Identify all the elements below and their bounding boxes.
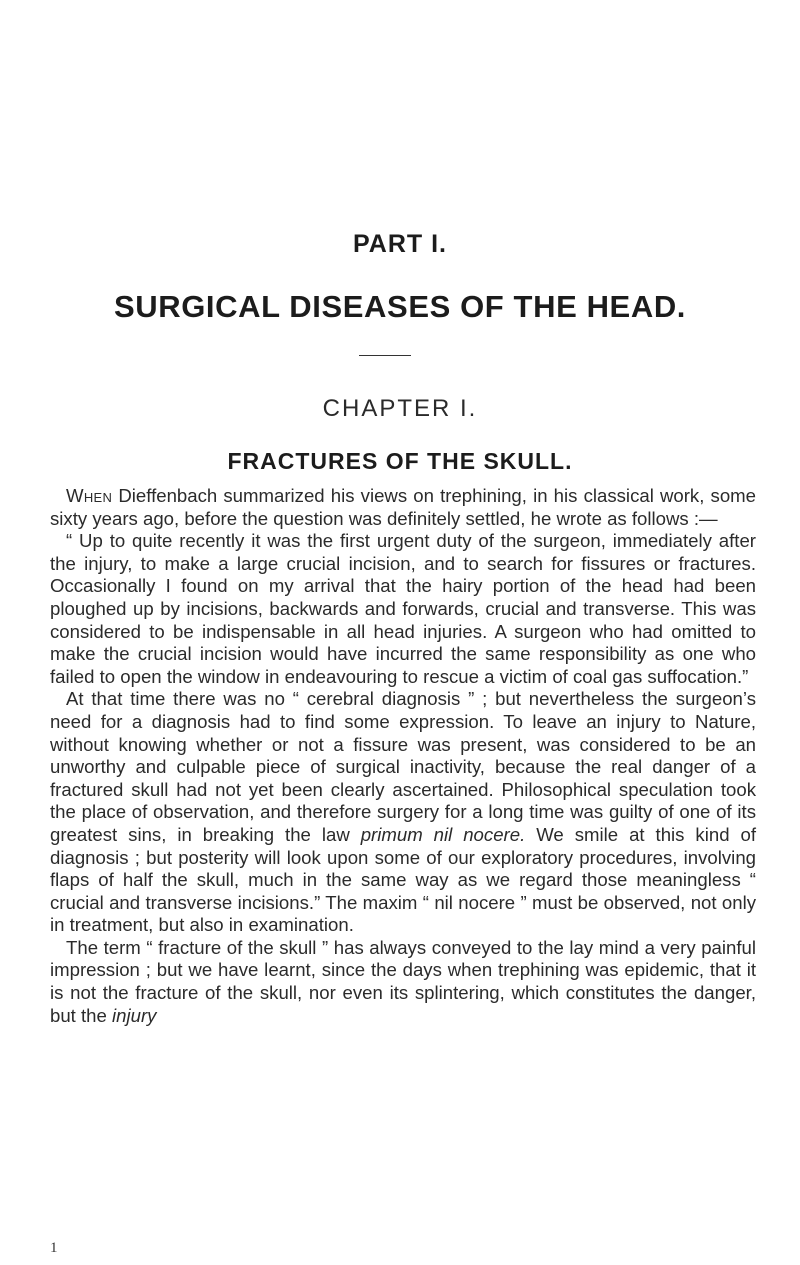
- page-number: 1: [50, 1240, 58, 1256]
- paragraph-3-text-a: At that time there was no “ cerebral diagnosis ” ; but nevertheless the surgeon’s need for a diagnosis had to find some expression. To leave an injury to Nature, without knowing whether or not a fissure was present, was considered to be an unworthy and culpable piece of surgical inactivity, because the real danger of a fractured skull had not yet been clearly ascertained. Philosophical speculation took the place of observation, and therefore surgery for a long time was guilty of one of its greatest sins, in breaking the law: [50, 688, 756, 845]
- chapter-title: FRACTURES OF THE SKULL.: [227, 448, 573, 474]
- paragraph-1-lead-word: When: [66, 485, 113, 506]
- part-title: SURGICAL DISEASES OF THE HEAD.: [113, 289, 687, 324]
- paragraph-3: [50, 688, 756, 937]
- paragraph-1-text: Dieffenbach summarized his views on trephining, in his classical work, some sixty years ago, before the question was definitely settled, he wrote as follows :—: [50, 485, 756, 529]
- paragraph-2-quotation: “ Up to quite recently it was the first urgent duty of the surgeon, immediately after the injury, to make a large crucial incision, and to search for fissures or fractures. Occasionally I found on my arrival that the hairy portion of the head had been ploughed up by incisions, backwards and forwards, crucial and transverse. This was considered to be indispensable in all head injuries. A surgeon who had omitted to make the crucial incision would have incurred the same responsibility as one who failed to open the window in endeavouring to rescue a victim of coal gas suffocation.”: [50, 530, 756, 687]
- section-divider: [359, 355, 411, 356]
- paragraph-3-text-b: We smile at this kind of diagnosis ; but posterity will look upon some of our exploratory procedures, involving flaps of half the skull, much in the same way as we regard those meaningless “ crucial and transverse incisions.” The maxim “ nil nocere ” must be observed, not only in treatment, but also in examination.: [50, 823, 757, 936]
- paragraph-4-text: The term “ fracture of the skull ” has always conveyed to the lay mind a very painful impression ; but we have learnt, since the days when trephining was epidemic, that it is not the fracture of the skull, nor even its splintering, which constitutes the danger, but the: [50, 936, 756, 1026]
- paragraph-4: [50, 937, 756, 1027]
- paragraph-4-italic-word: injury: [112, 1004, 157, 1026]
- paragraph-3-latin-maxim: primum nil nocere.: [360, 823, 526, 845]
- part-label: PART I.: [352, 230, 448, 258]
- paragraph-1: [50, 485, 756, 530]
- chapter-label: CHAPTER I.: [322, 395, 478, 422]
- body-text: [50, 485, 756, 1027]
